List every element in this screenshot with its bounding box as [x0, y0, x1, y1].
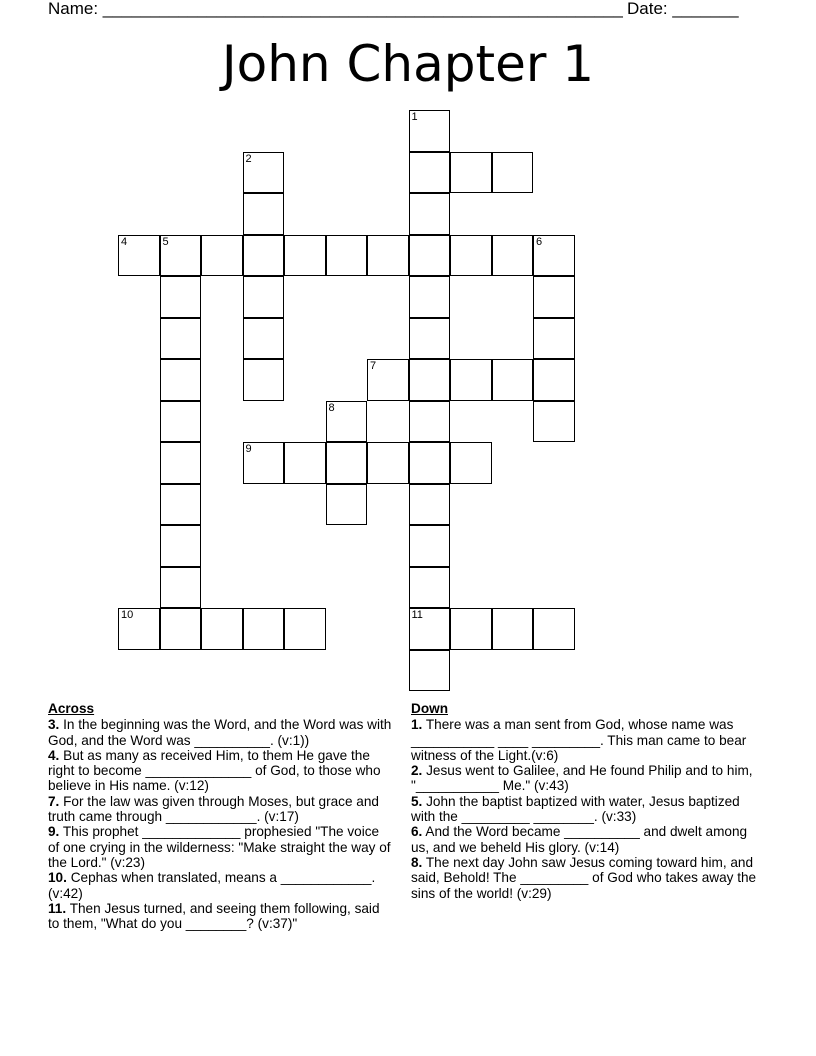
grid-cell[interactable] [326, 484, 368, 526]
grid-cell[interactable] [243, 318, 285, 360]
grid-cell[interactable] [243, 193, 285, 235]
grid-cell[interactable] [492, 152, 534, 194]
clue-down-6: 6. And the Word became __________ and dwelt among us, and we beheld His glory. (v:14) [411, 824, 748, 855]
clue-across-7: 7. For the law was given through Moses, but grace and truth came through ____________. (v:17) [48, 793, 379, 825]
clue-number: 5 [162, 235, 169, 248]
clue-down-1: 1. There was a man sent from God, whose name was ___________ ____ _________. This man came to bear witness of the Light.(v:6) [411, 717, 747, 763]
name-field: Name: _______________________________________________________ [48, 0, 623, 18]
clue-down-5: 5. John the baptist baptized with water, Jesus baptized with the _________ ________. (v:33) [411, 793, 740, 825]
clue-number: 10 [121, 609, 134, 621]
clue-number: 6 [536, 235, 543, 248]
down-heading: Down [411, 701, 448, 716]
grid-cell[interactable] [160, 567, 202, 609]
grid-cell[interactable] [409, 152, 451, 194]
grid-cell[interactable] [243, 442, 285, 484]
grid-cell[interactable] [243, 235, 285, 277]
grid-cell[interactable] [533, 401, 575, 443]
across-heading: Across [48, 701, 95, 716]
across-clues [48, 701, 394, 931]
grid-cell[interactable] [201, 608, 243, 650]
grid-cell[interactable] [409, 235, 451, 277]
grid-cell[interactable] [284, 608, 326, 650]
grid-cell[interactable] [492, 359, 534, 401]
grid-cell[interactable] [160, 318, 202, 360]
grid-cell[interactable] [367, 359, 409, 401]
grid-cell[interactable] [160, 235, 202, 277]
grid-cell[interactable] [326, 442, 368, 484]
grid-cell[interactable] [450, 359, 492, 401]
clue-down-2: 2. Jesus went to Galilee, and He found Philip and to him, "___________ Me." (v:43) [411, 763, 753, 794]
grid-cell[interactable] [450, 442, 492, 484]
page-title: John Chapter 1 [221, 35, 595, 93]
grid-cell[interactable] [492, 608, 534, 650]
clue-number: 4 [121, 235, 128, 248]
grid-cell[interactable] [118, 608, 160, 650]
grid-cell[interactable] [409, 567, 451, 609]
clue-number: 11 [411, 609, 423, 621]
clue-number: 1 [411, 111, 418, 123]
clue-across-10: 10. Cephas when translated, means a ____________. (v:42) [48, 870, 376, 901]
clue-across-11: 11. Then Jesus turned, and seeing them following, said to them, "What do you ________? (v:37)" [48, 900, 380, 932]
grid-cell[interactable] [533, 235, 575, 277]
grid-cell[interactable] [367, 235, 409, 277]
grid-cell[interactable] [409, 276, 451, 318]
clue-number: 7 [370, 360, 377, 372]
grid-cell[interactable] [243, 359, 285, 401]
grid-cell[interactable] [533, 318, 575, 360]
grid-cell[interactable] [409, 525, 451, 567]
grid-cell[interactable] [284, 442, 326, 484]
clue-across-3: 3. In the beginning was the Word, and the Word was with God, and the Word was __________. (v:1)) [48, 717, 392, 748]
grid-cell[interactable] [409, 318, 451, 360]
clue-across-9: 9. This prophet _____________ prophesied "The voice of one crying in the wilderness: "Make straight the way of the Lord." (v:23) [48, 824, 391, 870]
grid-cell[interactable] [492, 235, 534, 277]
grid-cell[interactable] [243, 608, 285, 650]
grid-cell[interactable] [533, 608, 575, 650]
grid-cell[interactable] [326, 235, 368, 277]
grid-cell[interactable] [201, 235, 243, 277]
grid-cell[interactable] [450, 152, 492, 194]
grid-cell[interactable] [450, 235, 492, 277]
clue-number: 8 [328, 401, 335, 414]
grid-cell[interactable] [160, 359, 202, 401]
grid-cell[interactable] [284, 235, 326, 277]
clue-across-4: 4. But as many as received Him, to them He gave the right to become ______________ of God, to those who believe in His name. (v:12) [48, 747, 381, 794]
grid-cell[interactable] [450, 608, 492, 650]
grid-cell[interactable] [118, 235, 160, 277]
grid-cell[interactable] [409, 193, 451, 235]
grid-cell[interactable] [533, 276, 575, 318]
grid-cell[interactable] [243, 152, 285, 194]
grid-cell[interactable] [409, 401, 451, 443]
grid-cell[interactable] [409, 650, 451, 692]
grid-cell[interactable] [243, 276, 285, 318]
clue-number: 9 [245, 443, 252, 455]
grid-cell[interactable] [160, 608, 202, 650]
down-clues [411, 701, 763, 901]
grid-cell[interactable] [160, 276, 202, 318]
grid-cell[interactable] [409, 442, 451, 484]
grid-cell[interactable] [409, 484, 451, 526]
grid-cell[interactable] [326, 401, 368, 443]
grid-cell[interactable] [409, 608, 451, 650]
grid-cell[interactable] [160, 484, 202, 526]
date-field: Date: _______ [627, 0, 739, 18]
clue-down-8: 8. The next day John saw Jesus coming toward him, and said, Behold! The _________ of God who takes away the sins of the world! (v:29) [411, 854, 757, 901]
grid-cell[interactable] [160, 442, 202, 484]
grid-cell[interactable] [409, 359, 451, 401]
grid-cell[interactable] [367, 442, 409, 484]
grid-cell[interactable] [160, 401, 202, 443]
grid-cell[interactable] [533, 359, 575, 401]
grid-cell[interactable] [160, 525, 202, 567]
grid-cell[interactable] [409, 110, 451, 152]
clue-number: 2 [245, 152, 252, 165]
